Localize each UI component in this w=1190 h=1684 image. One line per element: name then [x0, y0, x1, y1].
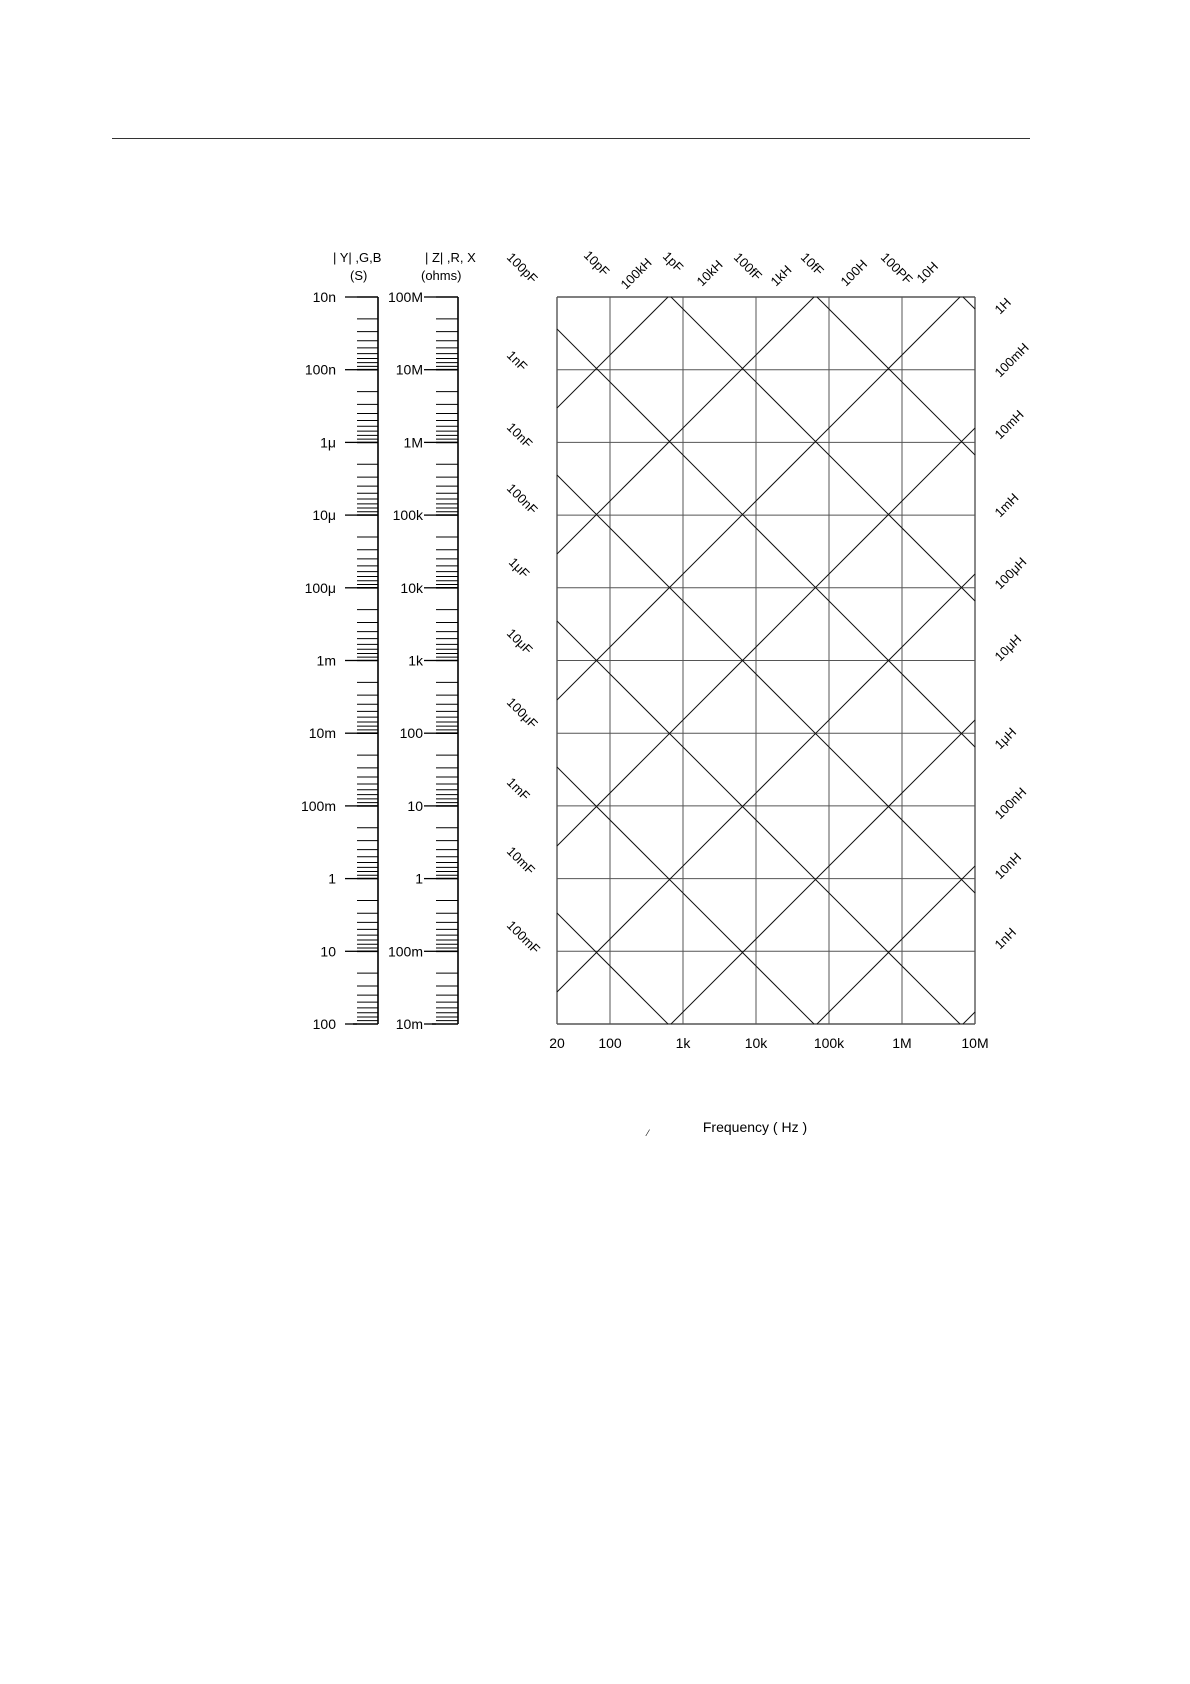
capacitance-label-left: 1nF	[503, 347, 531, 374]
admittance-scale-tick-label: 1m	[316, 652, 336, 669]
x-tick-label: 20	[549, 1035, 565, 1051]
inductance-label-right: 10nH	[991, 849, 1025, 883]
stray-mark: ⁄	[647, 1128, 649, 1138]
diagonal-label-top: 1kH	[767, 262, 795, 290]
diagonal-label-top: 10kH	[693, 257, 726, 290]
capacitance-label-left: 10mF	[503, 843, 538, 878]
inductance-line	[557, 297, 960, 700]
capacitance-label-left: 100mF	[503, 917, 544, 957]
admittance-scale-unit: (S)	[350, 268, 368, 283]
inductance-line	[557, 297, 668, 408]
diagonal-label-top: 100pF	[503, 249, 541, 287]
capacitance-label-left: 100μF	[503, 694, 541, 732]
diagonal-label-top: 100H	[837, 256, 871, 290]
inductance-label-right: 100mH	[991, 339, 1032, 381]
inductance-line	[963, 1012, 975, 1024]
capacitance-line	[557, 621, 960, 1024]
impedance-scale-tick-label: 1M	[403, 434, 423, 451]
diagonal-label-top: 10pF	[580, 247, 613, 280]
admittance-scale-tick-label: 1	[328, 870, 336, 887]
admittance-scale-title: | Y| ,G,B	[333, 250, 382, 265]
admittance-scale-tick-label: 100n	[304, 361, 336, 378]
capacitance-label-left: 1μF	[505, 554, 533, 582]
impedance-scale-unit: (ohms)	[421, 268, 462, 283]
inductance-label-right: 10mH	[991, 406, 1027, 443]
diagonal-label-top: 100PF	[877, 249, 916, 288]
impedance-scale-tick-label: 10m	[395, 1016, 423, 1032]
capacitance-line	[963, 297, 975, 309]
impedance-scale-tick-label: 100k	[392, 507, 423, 524]
x-tick-label: 1M	[892, 1035, 912, 1051]
inductance-label-right: 1H	[991, 294, 1014, 318]
admittance-scale-tick-label: 100μ	[304, 579, 336, 596]
x-tick-label: 10M	[961, 1035, 989, 1051]
x-tick-label: 100	[598, 1035, 622, 1051]
impedance-scale-tick-label: 10k	[400, 579, 423, 596]
inductance-line	[671, 720, 975, 1024]
diagonal-label-top: 1pF	[659, 248, 687, 275]
impedance-scale-title: | Z| ,R, X	[425, 250, 476, 265]
impedance-scale-tick-label: 100m	[387, 943, 423, 960]
chart-labels	[301, 248, 1032, 1138]
impedance-scale-tick-label: 100M	[387, 289, 423, 305]
capacitance-label-left: 10nF	[503, 419, 536, 452]
admittance-scale-tick-label: 10μ	[312, 507, 336, 524]
x-tick-label: 100k	[813, 1035, 845, 1051]
inductance-line	[817, 866, 975, 1024]
scale-columns	[345, 297, 458, 1024]
x-tick-label: 10k	[744, 1035, 768, 1051]
inductance-label-right: 10μH	[991, 631, 1025, 665]
capacitance-line	[817, 297, 975, 455]
admittance-scale-tick-label: 10n	[312, 289, 336, 305]
impedance-scale-tick-label: 100	[399, 725, 423, 742]
diagonal-label-top: 10H	[913, 258, 941, 287]
diagonal-label-top: 100kH	[617, 254, 655, 293]
chart-grid	[557, 297, 975, 1024]
diagonal-label-top: 10fF	[797, 249, 827, 279]
capacitance-label-left: 100nF	[503, 480, 541, 518]
capacitance-label-left: 10μF	[503, 625, 536, 658]
admittance-scale-tick-label: 1μ	[320, 434, 336, 451]
impedance-scale-tick-label: 1	[415, 870, 423, 887]
capacitance-line	[671, 297, 975, 601]
impedance-scale-tick-label: 10M	[395, 361, 423, 378]
diagonal-label-top: 100fF	[730, 249, 765, 284]
impedance-scale-tick-label: 10	[407, 797, 423, 814]
impedance-scale-tick-label: 1k	[408, 652, 423, 669]
x-axis-label: Frequency ( Hz )	[702, 1119, 808, 1135]
capacitance-line	[557, 913, 668, 1024]
admittance-scale-tick-label: 100	[312, 1016, 336, 1032]
admittance-scale-tick-label: 10m	[308, 725, 336, 742]
admittance-scale-tick-label: 100m	[300, 797, 336, 814]
capacitance-label-left: 1mF	[503, 774, 533, 804]
x-tick-label: 1k	[675, 1035, 691, 1051]
inductance-label-right: 100nH	[991, 784, 1030, 823]
inductance-label-right: 1μH	[991, 724, 1020, 753]
inductance-label-right: 100μH	[991, 554, 1030, 593]
inductance-label-right: 1mH	[991, 490, 1022, 521]
inductance-label-right: 1nH	[991, 924, 1019, 953]
admittance-scale-tick-label: 10	[320, 943, 336, 960]
